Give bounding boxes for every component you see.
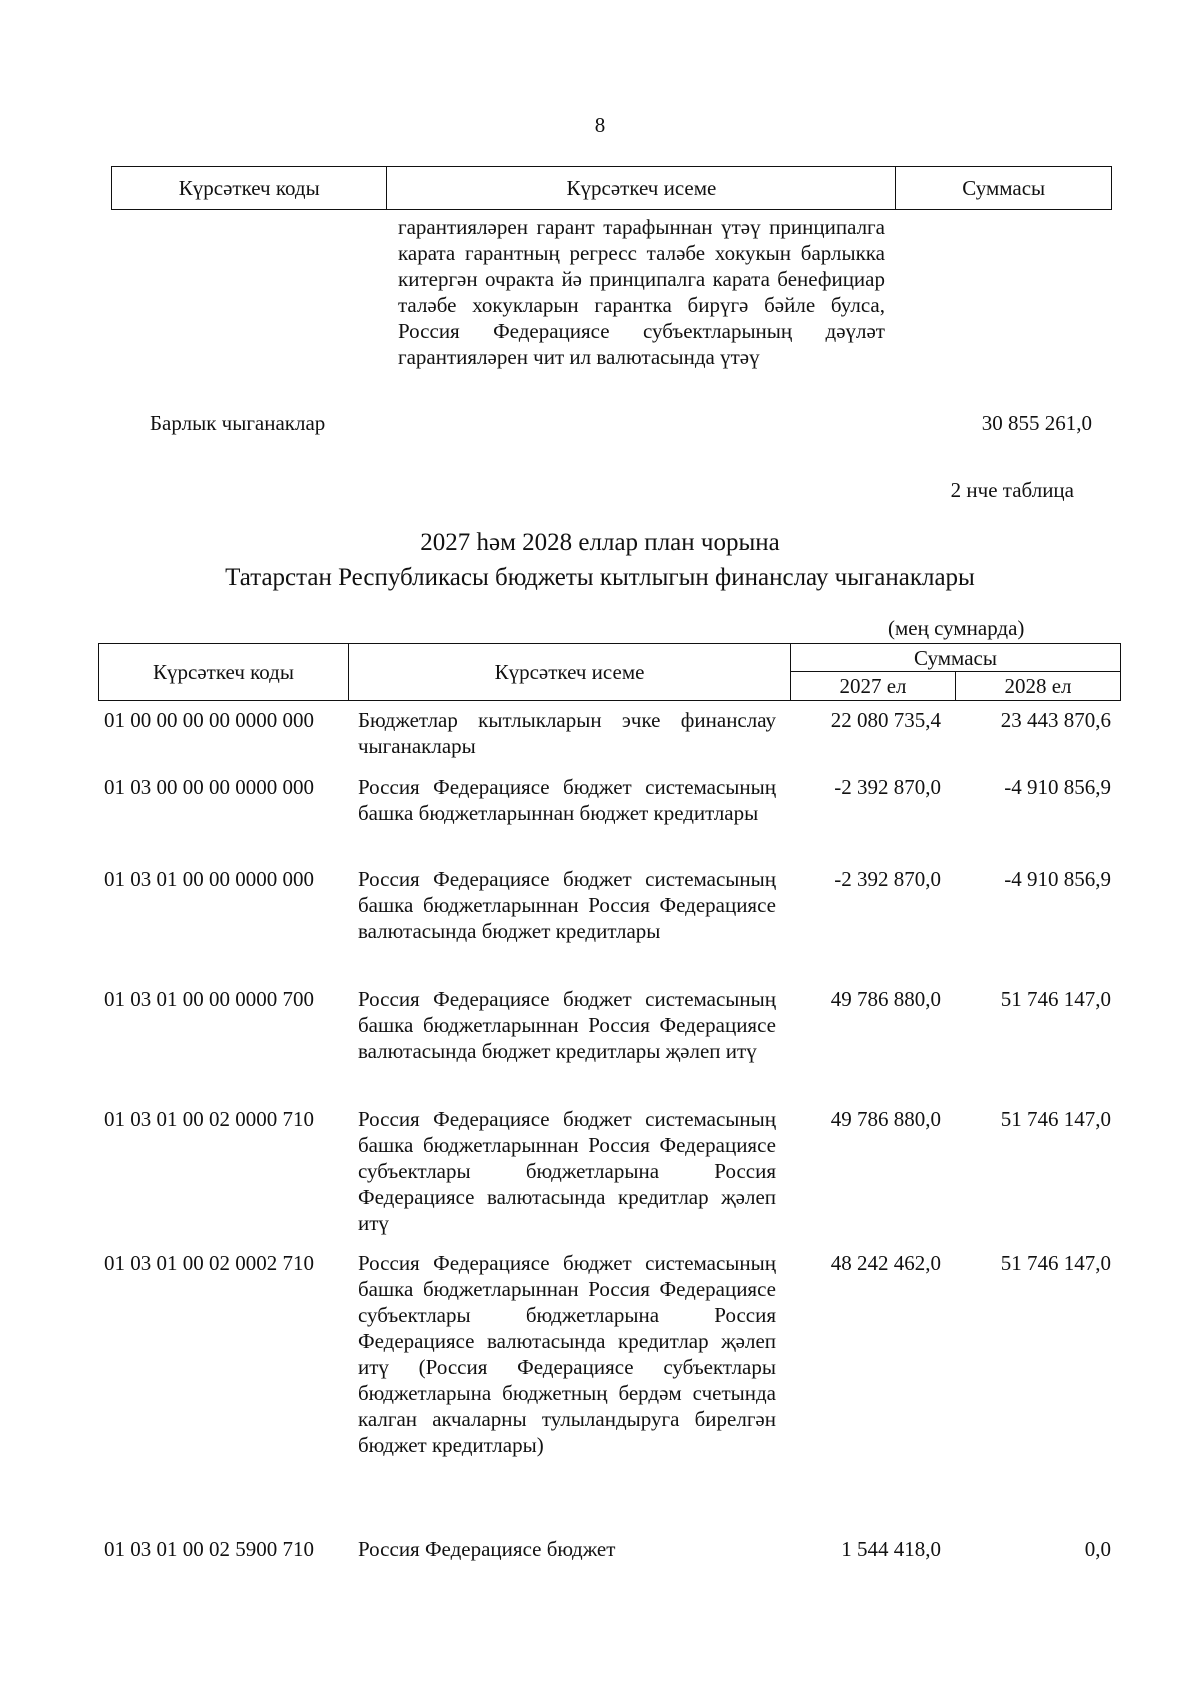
row-code: 01 00 00 00 00 0000 000 bbox=[104, 708, 314, 732]
row-name: Россия Федерациясе бюджет системасының башка бюджетларыннан Россия Федерациясе валютасында бюджет кредитлары җәлеп итү bbox=[358, 987, 776, 1063]
row-value-2028: -4 910 856,9 bbox=[1004, 867, 1111, 891]
table1-total-label: Барлык чыганаклар bbox=[150, 411, 326, 435]
table1-continued-row-text: гарантияләрен гарант тарафыннан үтәү принципалга карата гарантның регресс таләбе хокукын барлыкка китергән очракта йә принципалга карата бенефициар таләбе хокукларын гарантка бирүгә бәйле булса, Россия Федерациясе субъектларының дәүләт гарантияләрен чит ил валютасында үтәү bbox=[398, 215, 885, 369]
row-code: 01 03 01 00 00 0000 000 bbox=[104, 867, 314, 891]
table1-header-sum: Суммасы bbox=[962, 176, 1046, 200]
row-name: Россия Федерациясе бюджет системасының башка бюджетларыннан Россия Федерациясе субъектлары бюджетларына Россия Федерациясе валютасында кредитлар җәлеп итү bbox=[358, 1107, 776, 1235]
table2-header-code: Күрсәткеч коды bbox=[99, 644, 349, 700]
row-value-2028: 51 746 147,0 bbox=[1000, 987, 1111, 1011]
row-code: 01 03 01 00 02 0002 710 bbox=[104, 1251, 314, 1275]
table2-unit-note: (мең сумнарда) bbox=[888, 616, 1025, 640]
row-value-2027: 49 786 880,0 bbox=[830, 1107, 941, 1131]
table2-header-year-2028: 2028 ел bbox=[1004, 674, 1072, 698]
table2-title-line2: Татарстан Республикасы бюджеты кытлыгын финанслау чыганаклары bbox=[225, 564, 975, 591]
row-value-2028: -4 910 856,9 bbox=[1004, 775, 1111, 799]
row-value-2028: 0,0 bbox=[1084, 1537, 1111, 1561]
row-value-2027: 48 242 462,0 bbox=[830, 1251, 941, 1275]
row-name: Россия Федерациясе бюджет системасының башка бюджетларыннан Россия Федерациясе валютасында бюджет кредитлары bbox=[358, 867, 776, 943]
row-name: Россия Федерациясе бюджет системасының башка бюджетларыннан Россия Федерациясе субъектлары бюджетларына Россия Федерациясе валютасында кредитлар җәлеп итү (Россия Федерациясе субъектлары бюджетларына бюджетның бердәм счетында калган акчаларны тулыландыруга бирелгән бюджет кредитлары) bbox=[358, 1251, 776, 1457]
row-value-2028: 51 746 147,0 bbox=[1000, 1107, 1111, 1131]
table2-header-sum: Суммасы bbox=[791, 644, 1120, 672]
table2-header-name: Күрсәткеч исеме bbox=[349, 644, 791, 700]
row-name: Россия Федерациясе бюджет bbox=[358, 1537, 616, 1561]
row-value-2028: 23 443 870,6 bbox=[1000, 708, 1111, 732]
table1-header bbox=[111, 166, 1112, 210]
row-name: Бюджетлар кытлыкларын эчке финанслау чыганаклары bbox=[358, 708, 776, 758]
row-code: 01 03 01 00 02 0000 710 bbox=[104, 1107, 314, 1131]
table1-total-value: 30 855 261,0 bbox=[981, 411, 1092, 435]
row-value-2027: -2 392 870,0 bbox=[834, 775, 941, 799]
row-value-2027: -2 392 870,0 bbox=[834, 867, 941, 891]
row-code: 01 03 01 00 02 5900 710 bbox=[104, 1537, 314, 1561]
table1-header-name: Күрсәткеч исеме bbox=[387, 167, 896, 209]
row-code: 01 03 00 00 00 0000 000 bbox=[104, 775, 314, 799]
table2-header bbox=[98, 643, 1121, 701]
row-name: Россия Федерациясе бюджет системасының башка бюджетларыннан бюджет кредитлары bbox=[358, 775, 776, 825]
table2-title-line1: 2027 һәм 2028 еллар план чорына bbox=[420, 529, 780, 556]
row-value-2027: 22 080 735,4 bbox=[830, 708, 941, 732]
row-value-2027: 1 544 418,0 bbox=[841, 1537, 941, 1561]
row-code: 01 03 01 00 00 0000 700 bbox=[104, 987, 314, 1011]
page-number: 8 bbox=[594, 113, 606, 137]
row-value-2027: 49 786 880,0 bbox=[830, 987, 941, 1011]
table2-number: 2 нче таблица bbox=[950, 478, 1074, 502]
table2-header-year-2027: 2027 ел bbox=[791, 672, 956, 700]
table1-header-code: Күрсәткеч коды bbox=[112, 167, 387, 209]
row-value-2028: 51 746 147,0 bbox=[1000, 1251, 1111, 1275]
